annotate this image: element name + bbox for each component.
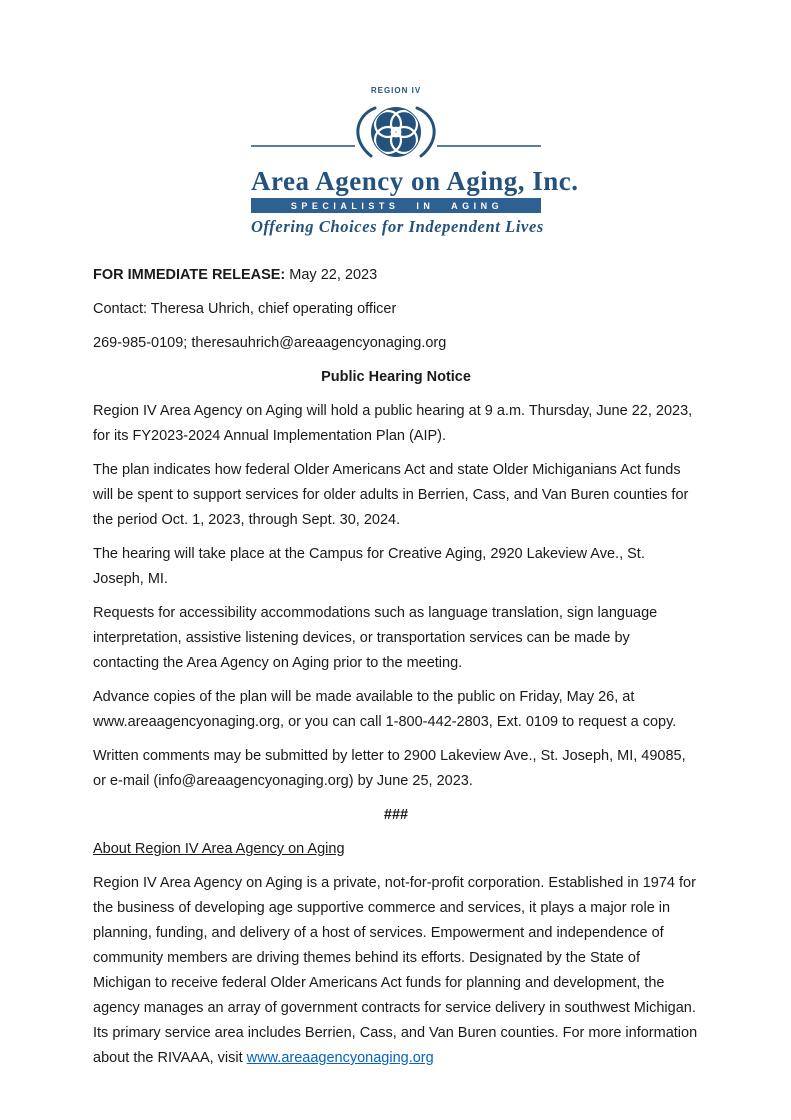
press-release-body — [93, 263, 699, 1071]
contact-line: Contact: Theresa Uhrich, chief operating officer — [93, 301, 397, 317]
about-paragraph — [93, 871, 699, 1071]
about-text: Region IV Area Agency on Aging is a private, not-for-profit corporation. Established in 1974 for the business of developing age supportive commerce and services, it plays a major role in planning, funding, and delivery of a host of services. Empowerment and independence of community members are driving themes behind its efforts. Designated by the State of Michigan to receive federal Older Americans Act funds for planning and development, the agency manages an array of government contracts for service delivery in southwest Michigan. Its primary service area includes Berrien, Cass, and Van Buren counties. For more information about the RIVAAA, visit — [93, 875, 698, 1066]
notice-paragraph-5: Advance copies of the plan will be made available to the public on Friday, May 26, at www.areaagencyonaging.org, or you can call 1-800-442-2803, Ext. 0109 to request a copy. — [93, 689, 677, 730]
tagline: Offering Choices for Independent Lives — [251, 217, 544, 236]
release-date: May 22, 2023 — [285, 267, 378, 283]
end-divider: ### — [383, 807, 409, 823]
org-name: Area Agency on Aging, Inc. — [251, 166, 579, 196]
notice-paragraph-2: The plan indicates how federal Older Americans Act and state Older Michiganians Act funds will be spent to support services for older adults in Berrien, Cass, and Van Buren counties for the period Oct. 1, 2023, through Sept. 30, 2024. — [93, 462, 689, 528]
page-title: Public Hearing Notice — [321, 369, 471, 385]
release-label: FOR IMMEDIATE RELEASE: — [93, 267, 286, 283]
specialists-banner: SPECIALISTS IN AGING — [251, 198, 541, 213]
logo-block — [251, 86, 579, 237]
website-link[interactable]: www.areaagencyonaging.org — [246, 1050, 434, 1066]
notice-paragraph-3: The hearing will take place at the Campus for Creative Aging, 2920 Lakeview Ave., St. Joseph, MI. — [93, 546, 645, 587]
logo-region-label: REGION IV — [370, 86, 422, 95]
phone-email-line: 269-985-0109; theresauhrich@areaagencyonaging.org — [93, 335, 447, 351]
aaa-logo-icon — [251, 96, 541, 174]
notice-paragraph-6: Written comments may be submitted by letter to 2900 Lakeview Ave., St. Joseph, MI, 49085, or e-mail (info@areaagencyonaging.org) by June 25, 2023. — [93, 748, 686, 789]
release-line — [93, 263, 699, 288]
about-heading: About Region IV Area Agency on Aging — [93, 841, 345, 857]
notice-paragraph-4: Requests for accessibility accommodations such as language translation, sign language interpretation, assistive listening devices, or transportation services can be made by contacting the Area Agency on Aging prior to the meeting. — [93, 605, 658, 671]
notice-paragraph-1: Region IV Area Agency on Aging will hold a public hearing at 9 a.m. Thursday, June 22, 2023, for its FY2023-2024 Annual Implementation Plan (AIP). — [93, 403, 693, 444]
